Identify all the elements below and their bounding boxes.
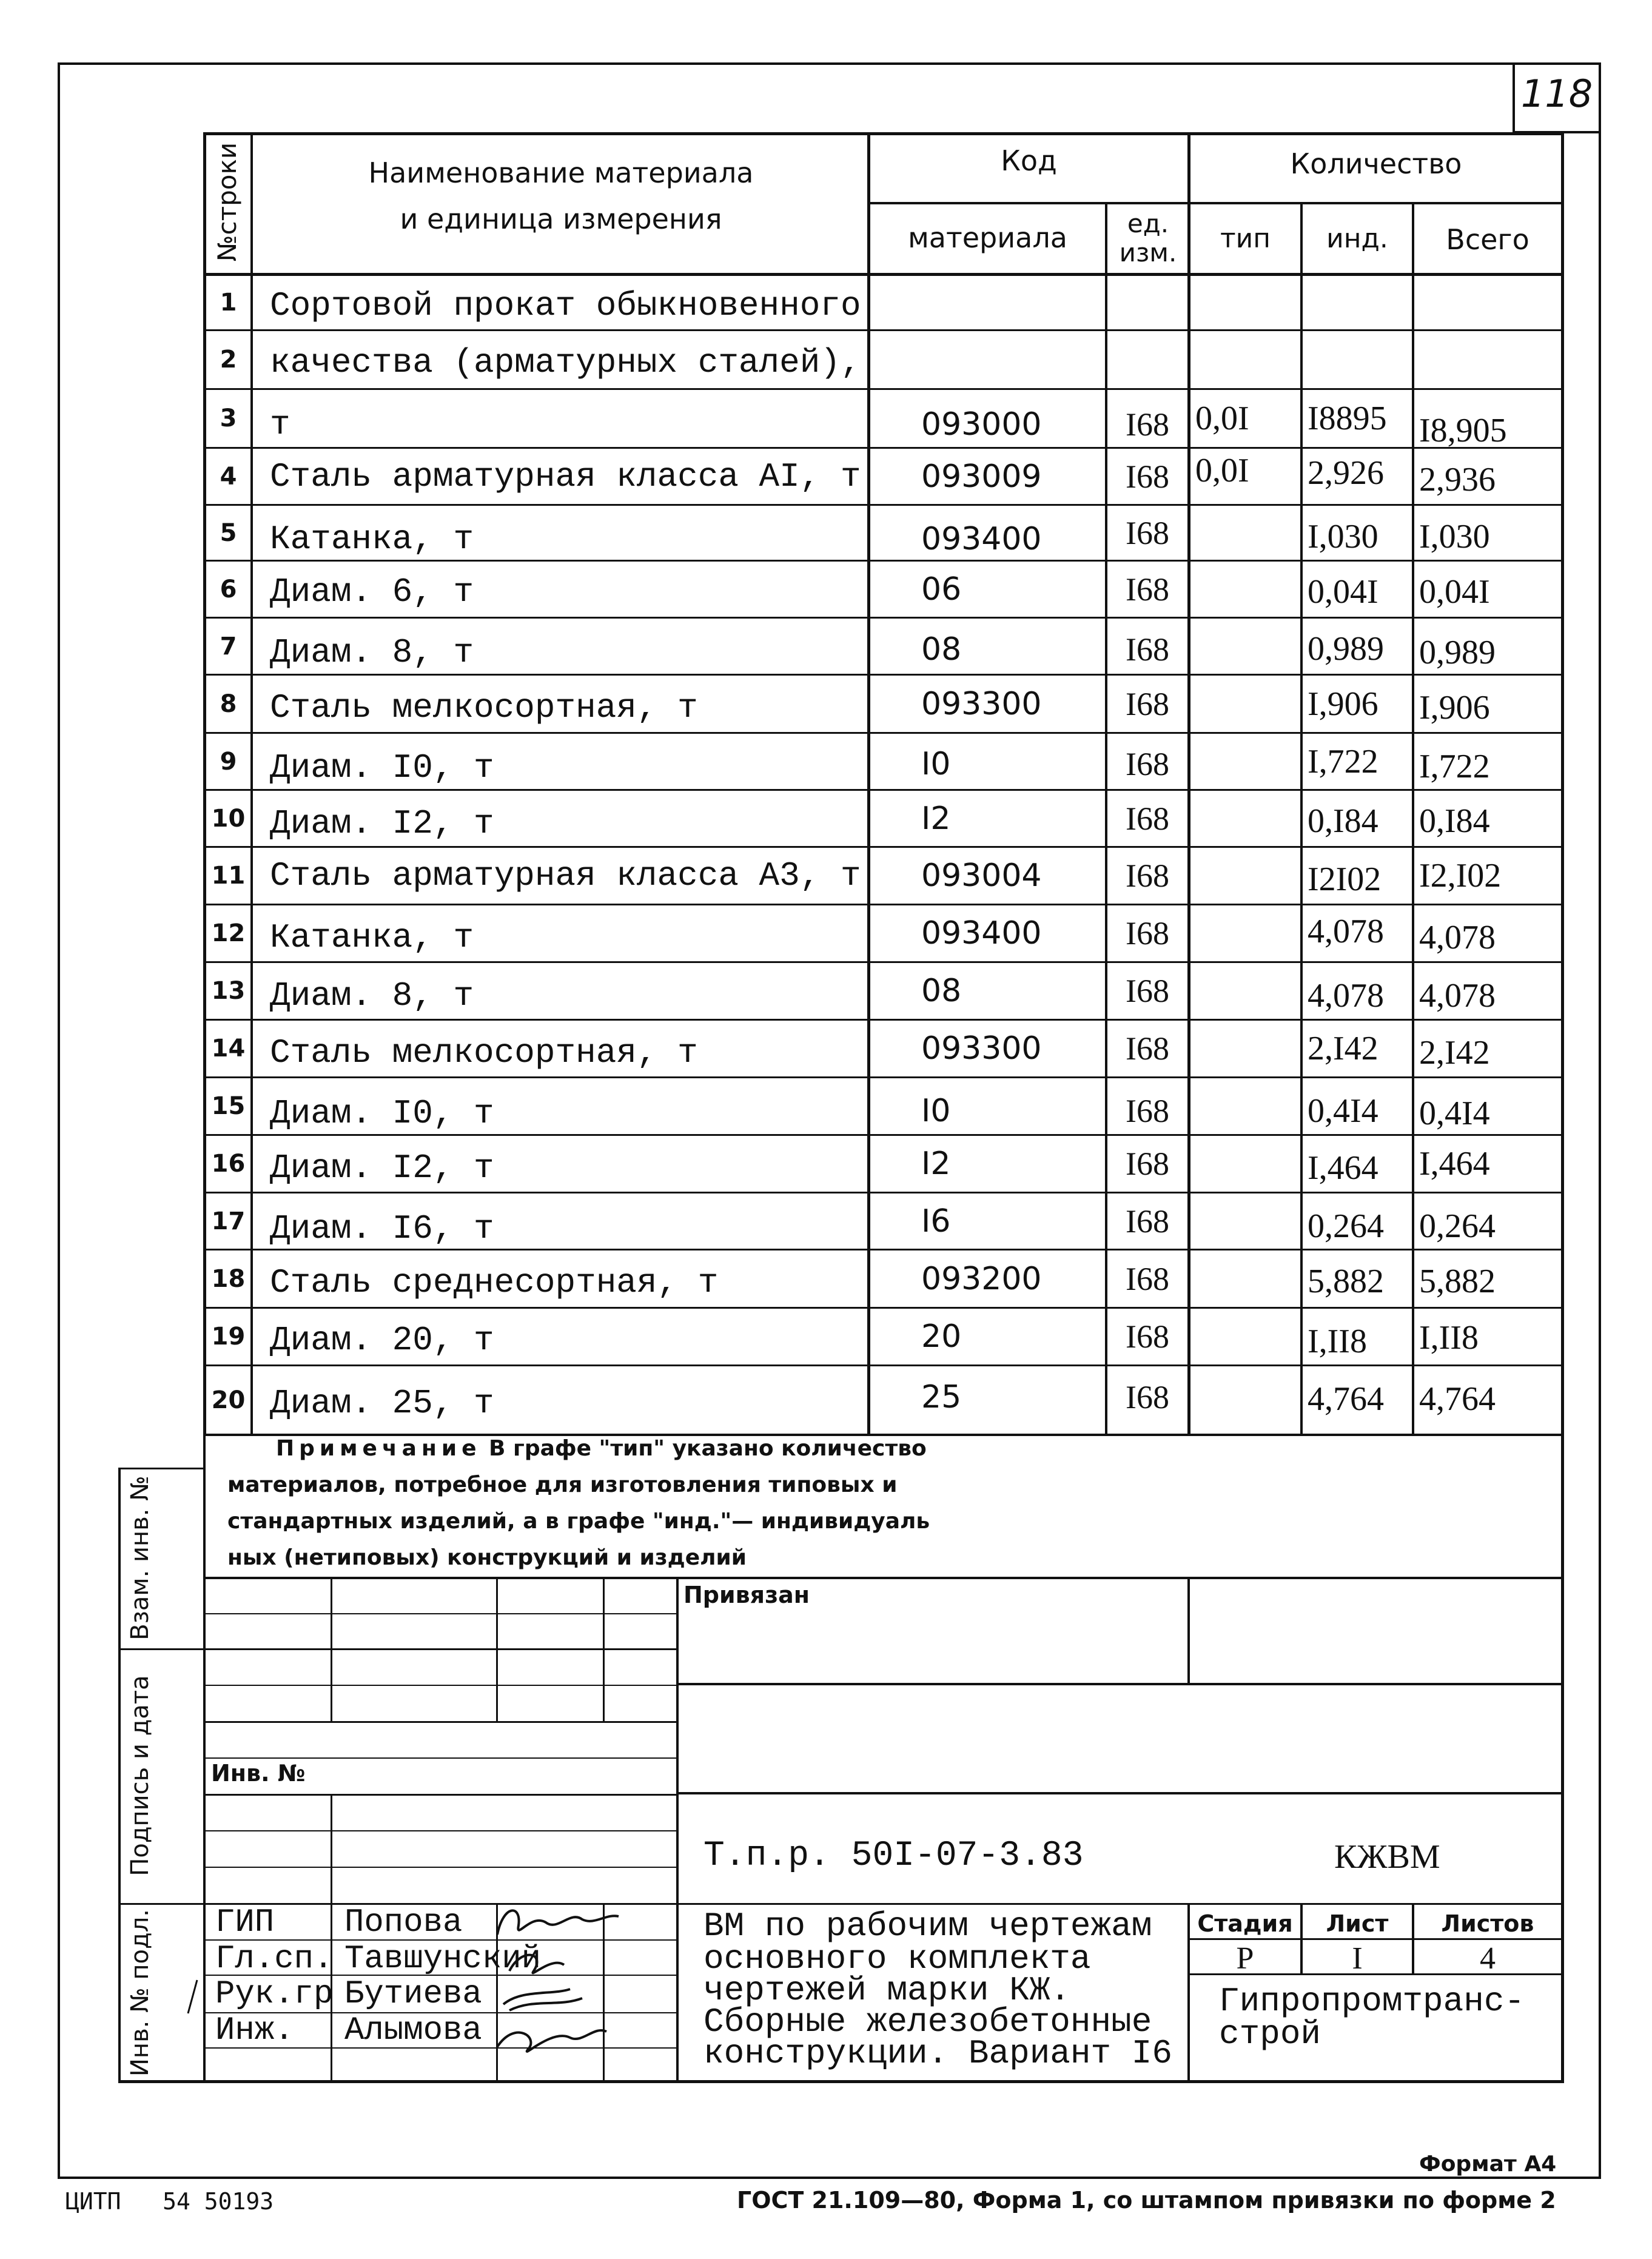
qty-typ bbox=[1190, 905, 1305, 961]
row-number: 2 bbox=[220, 346, 237, 374]
label-privyazan: Привязан bbox=[683, 1582, 810, 1608]
row-number: 12 bbox=[211, 919, 246, 947]
material-name: Сталь среднесортная, т bbox=[270, 1263, 719, 1302]
qty-ind: 4,764 bbox=[1308, 1380, 1384, 1418]
qty-typ bbox=[1190, 506, 1305, 560]
title-line-4: Сборные железобетонные bbox=[703, 2002, 1152, 2041]
qty-ind: 5,882 bbox=[1308, 1262, 1384, 1300]
material-code: I0 bbox=[921, 1093, 951, 1129]
material-name: Диам. I2, т bbox=[270, 1149, 494, 1187]
qty-ind: I,030 bbox=[1308, 517, 1378, 556]
label-stage: Стадия bbox=[1197, 1910, 1293, 1937]
material-name: качества (арматурных сталей), bbox=[270, 343, 861, 382]
row-number: 14 bbox=[211, 1035, 246, 1062]
material-code: 093200 bbox=[921, 1260, 1042, 1297]
label-sheets: Листов bbox=[1441, 1910, 1534, 1937]
qty-typ bbox=[1190, 619, 1305, 674]
label-sheet: Лист bbox=[1326, 1910, 1389, 1937]
title-line-3: чертежей марки КЖ. bbox=[703, 1971, 1070, 2010]
material-name: Диам. I0, т bbox=[270, 748, 494, 787]
material-code: I2 bbox=[921, 800, 951, 837]
qty-typ bbox=[1190, 848, 1305, 904]
signature-popova bbox=[497, 1910, 619, 1935]
qty-typ: 0,0I bbox=[1195, 451, 1249, 489]
role: Гл.сп. bbox=[215, 1941, 334, 1978]
qty-total: 4,078 bbox=[1419, 919, 1496, 956]
qty-typ bbox=[1190, 562, 1305, 617]
footer-right: ГОСТ 21.109—80, Форма 1, со штампом привязки по форме 2 bbox=[737, 2187, 1556, 2214]
qty-ind: 4,078 bbox=[1308, 977, 1384, 1015]
qty-total: 0,4I4 bbox=[1419, 1095, 1490, 1132]
note-lead-rest: В графе "тип" указано количество bbox=[489, 1436, 927, 1461]
qty-ind: 0,264 bbox=[1308, 1207, 1384, 1245]
qty-total: 0,989 bbox=[1419, 633, 1496, 671]
material-code: 08 bbox=[921, 973, 962, 1009]
title-line-2: основного комплекта bbox=[703, 1939, 1091, 1978]
person-name: Попова bbox=[344, 1904, 463, 1941]
material-name: Сталь мелкосортная, т bbox=[270, 688, 698, 727]
qty-total: 4,078 bbox=[1419, 977, 1496, 1015]
header-typ: тип bbox=[1220, 223, 1271, 254]
note-line-2: материалов, потребное для изготовления типовых и bbox=[227, 1472, 898, 1497]
sheet-number: 118 bbox=[1520, 72, 1593, 116]
pencil-mark bbox=[188, 1980, 197, 2013]
unit-code: I68 bbox=[1126, 1030, 1169, 1067]
qty-typ bbox=[1190, 1193, 1305, 1249]
qty-typ bbox=[1190, 1366, 1305, 1428]
material-name: Диам. 8, т bbox=[270, 633, 474, 672]
row-number: 8 bbox=[220, 690, 237, 718]
row-number: 18 bbox=[211, 1264, 246, 1293]
material-code: 093300 bbox=[921, 685, 1042, 722]
unit-code: I68 bbox=[1126, 571, 1169, 608]
header-quantity: Количество bbox=[1290, 147, 1462, 180]
organization-line-1: Гипропромтранс- bbox=[1219, 1982, 1525, 2021]
material-code: 08 bbox=[921, 631, 962, 668]
row-number: 7 bbox=[220, 632, 237, 660]
material-name: Диам. I0, т bbox=[270, 1094, 494, 1133]
qty-ind: I8895 bbox=[1308, 400, 1387, 437]
frame-bottom bbox=[58, 2177, 1601, 2179]
qty-typ bbox=[1190, 1078, 1305, 1134]
unit-code: I68 bbox=[1126, 406, 1169, 443]
note-line-3: стандартных изделий, а в графе "инд."— индивидуаль bbox=[227, 1509, 930, 1534]
title-line-5: конструкции. Вариант I6 bbox=[703, 2034, 1172, 2073]
qty-total: I,464 bbox=[1419, 1145, 1490, 1183]
qty-total: I8,905 bbox=[1419, 412, 1507, 449]
row-number: 3 bbox=[220, 404, 237, 432]
qty-total: I,906 bbox=[1419, 688, 1490, 727]
person-name: Бутиева bbox=[344, 1976, 482, 2013]
signature-alymova bbox=[497, 2030, 606, 2052]
unit-code: I68 bbox=[1126, 973, 1169, 1009]
qty-total: 0,264 bbox=[1419, 1207, 1496, 1245]
qty-typ bbox=[1190, 963, 1305, 1019]
qty-ind: I2I02 bbox=[1308, 861, 1382, 898]
qty-ind: I,722 bbox=[1308, 742, 1378, 780]
material-name: т bbox=[270, 405, 290, 444]
material-name: Сортовой прокат обыкновенного bbox=[270, 286, 861, 325]
qty-typ bbox=[1190, 1309, 1305, 1364]
row-number: 5 bbox=[220, 519, 237, 547]
qty-typ: 0,0I bbox=[1195, 400, 1249, 437]
person-name: Алымова bbox=[344, 2012, 482, 2049]
unit-code: I68 bbox=[1126, 458, 1169, 495]
unit-code: I68 bbox=[1126, 514, 1169, 551]
unit-code: I68 bbox=[1126, 1146, 1169, 1182]
frame-top bbox=[58, 62, 1601, 65]
qty-total: I2,I02 bbox=[1419, 857, 1502, 895]
material-code: I6 bbox=[921, 1203, 951, 1240]
label-vzam-inv: Взам. инв. № bbox=[126, 1475, 154, 1640]
row-number: 1 bbox=[220, 289, 237, 317]
material-name: Диам. 6, т bbox=[270, 572, 474, 611]
header-material: материала bbox=[908, 221, 1067, 254]
qty-typ bbox=[1190, 1021, 1305, 1076]
unit-code: I68 bbox=[1126, 1318, 1169, 1355]
header-code: Код bbox=[1001, 144, 1057, 177]
note-line-4: ных (нетиповых) конструкций и изделий bbox=[227, 1545, 747, 1570]
person-name: Тавшунский bbox=[344, 1941, 542, 1978]
qty-ind: 2,926 bbox=[1308, 454, 1384, 492]
qty-total: 2,I42 bbox=[1419, 1034, 1490, 1072]
row-number: 19 bbox=[211, 1323, 246, 1351]
material-code: 06 bbox=[921, 571, 962, 608]
header-ind: инд. bbox=[1326, 223, 1388, 254]
unit-code: I68 bbox=[1126, 858, 1169, 894]
material-code: I2 bbox=[921, 1146, 951, 1182]
qty-ind: 0,989 bbox=[1308, 629, 1384, 668]
signature-tavshunsky bbox=[509, 1955, 564, 1973]
organization-line-2: строй bbox=[1219, 2015, 1321, 2053]
unit-code: I68 bbox=[1126, 1378, 1169, 1415]
material-code: I0 bbox=[921, 745, 951, 782]
header-unit: ед. изм. bbox=[1119, 208, 1177, 267]
material-name: Катанка, т bbox=[270, 918, 474, 957]
qty-ind: 0,I84 bbox=[1308, 802, 1378, 840]
value-sheets: 4 bbox=[1480, 1941, 1496, 1976]
qty-ind: 0,04I bbox=[1308, 572, 1378, 611]
qty-typ bbox=[1190, 676, 1305, 732]
unit-code: I68 bbox=[1126, 685, 1169, 722]
label-podpis-data: Подпись и дата bbox=[126, 1675, 154, 1876]
value-stage: Р bbox=[1236, 1941, 1254, 1976]
qty-total: 0,04I bbox=[1419, 572, 1490, 611]
material-name: Диам. I2, т bbox=[270, 804, 494, 843]
note-line-1 bbox=[276, 1436, 927, 1461]
note-lead: Примечание bbox=[276, 1436, 482, 1461]
qty-typ bbox=[1190, 734, 1305, 789]
footer-left: ЦИТП 54 50193 bbox=[65, 2188, 274, 2215]
footer-format: Формат А4 bbox=[1419, 2152, 1557, 2177]
unit-code: I68 bbox=[1126, 745, 1169, 782]
title-line-1: ВМ по рабочим чертежам bbox=[703, 1907, 1152, 1945]
material-code: 25 bbox=[921, 1378, 962, 1415]
material-name: Диам. 25, т bbox=[270, 1383, 494, 1423]
row-number: 20 bbox=[211, 1386, 246, 1414]
qty-typ bbox=[1190, 1136, 1305, 1192]
unit-code: I68 bbox=[1126, 1203, 1169, 1240]
qty-total: I,722 bbox=[1419, 747, 1490, 785]
header-row-no: №строки bbox=[212, 142, 242, 262]
qty-total: 2,936 bbox=[1419, 460, 1496, 498]
qty-typ bbox=[1190, 791, 1305, 846]
material-name: Диам. I6, т bbox=[270, 1209, 494, 1248]
row-number: 4 bbox=[220, 462, 237, 491]
material-name: Катанка, т bbox=[270, 519, 474, 559]
document-mark: КЖВМ bbox=[1334, 1838, 1440, 1876]
material-name: Сталь мелкосортная, т bbox=[270, 1033, 698, 1072]
row-number: 6 bbox=[220, 575, 237, 603]
frame-right bbox=[1599, 62, 1601, 2179]
material-name: Диам. 20, т bbox=[270, 1321, 494, 1360]
material-name: Сталь арматурная класса A3, т bbox=[270, 856, 861, 895]
unit-code: I68 bbox=[1126, 1260, 1169, 1297]
row-number: 11 bbox=[211, 862, 246, 890]
material-code: 093000 bbox=[921, 406, 1042, 443]
qty-ind: I,906 bbox=[1308, 685, 1378, 723]
qty-total: I,II8 bbox=[1419, 1319, 1479, 1357]
header-name-line1: Наименование материала bbox=[368, 156, 754, 189]
material-code: 093004 bbox=[921, 858, 1042, 894]
header-total: Всего bbox=[1446, 223, 1529, 256]
role: Инж. bbox=[215, 2012, 294, 2049]
role: Рук.гр bbox=[215, 1976, 334, 2013]
signature-butieva bbox=[503, 1989, 582, 2010]
row-number: 9 bbox=[220, 747, 237, 776]
qty-ind: I,II8 bbox=[1308, 1323, 1367, 1360]
document-code: Т.п.р. 50I-07-3.83 bbox=[703, 1836, 1084, 1876]
unit-code: I68 bbox=[1126, 1093, 1169, 1129]
material-code: 20 bbox=[921, 1318, 962, 1355]
row-number: 10 bbox=[211, 804, 246, 833]
material-code: 093400 bbox=[921, 915, 1042, 952]
label-inv-no: Инв. № bbox=[211, 1760, 306, 1787]
signature-scribbles bbox=[182, 1898, 679, 2080]
qty-total: I,030 bbox=[1419, 517, 1490, 556]
qty-total: 5,882 bbox=[1419, 1262, 1496, 1300]
frame-left bbox=[58, 62, 60, 2179]
unit-code: I68 bbox=[1126, 631, 1169, 668]
header-name-line2: и единица измерения bbox=[400, 203, 722, 235]
qty-total: 4,764 bbox=[1419, 1380, 1496, 1418]
qty-ind: 2,I42 bbox=[1308, 1030, 1378, 1067]
qty-total: 0,I84 bbox=[1419, 802, 1490, 840]
row-number: 15 bbox=[211, 1092, 246, 1120]
value-sheet: I bbox=[1352, 1941, 1363, 1976]
material-name: Сталь арматурная класса AI, т bbox=[270, 457, 861, 496]
label-inv-podl: Инв. № подл. bbox=[126, 1909, 154, 2076]
qty-ind: 0,4I4 bbox=[1308, 1092, 1378, 1130]
material-code: 093300 bbox=[921, 1030, 1042, 1067]
role: ГИП bbox=[215, 1904, 275, 1941]
qty-ind: 4,078 bbox=[1308, 913, 1384, 950]
unit-code: I68 bbox=[1126, 915, 1169, 952]
material-name: Диам. 8, т bbox=[270, 976, 474, 1015]
qty-typ bbox=[1190, 1250, 1305, 1307]
qty-ind: I,464 bbox=[1308, 1149, 1378, 1187]
row-number: 13 bbox=[211, 977, 246, 1005]
unit-code: I68 bbox=[1126, 800, 1169, 837]
row-number: 16 bbox=[211, 1150, 246, 1178]
material-code: 093400 bbox=[921, 520, 1042, 557]
row-number: 17 bbox=[211, 1207, 246, 1235]
material-code: 093009 bbox=[921, 458, 1042, 495]
